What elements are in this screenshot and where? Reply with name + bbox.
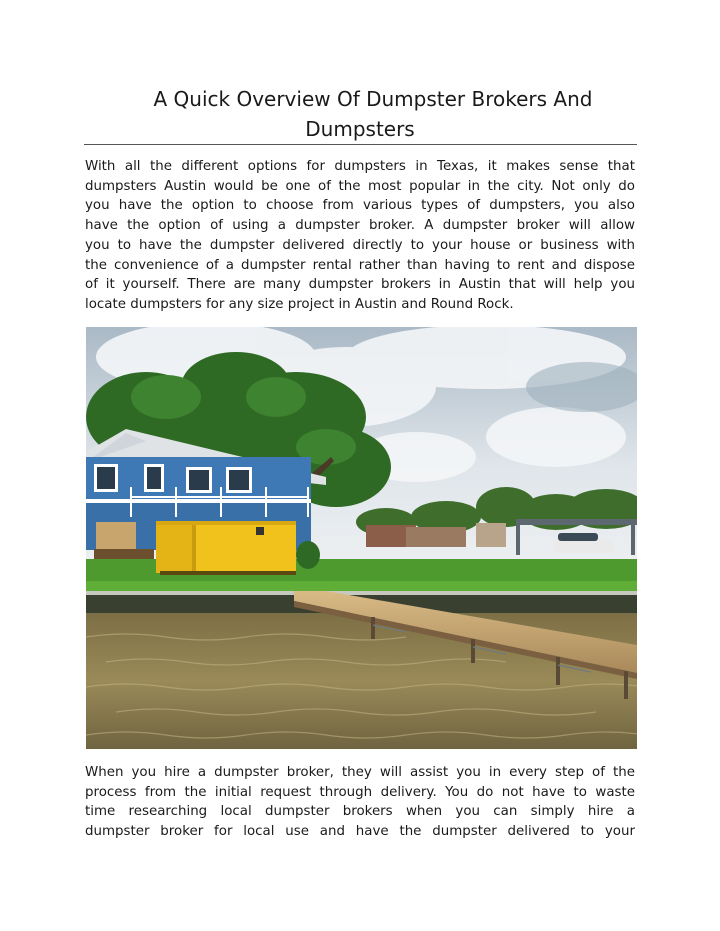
paragraph-line: dumpsters Austin would be one of the most popular in the city. Not only do	[85, 178, 635, 194]
paragraph-line: dumpster broker for local use and have the dumpster delivered to your	[85, 824, 635, 840]
paragraph-line: the convenience of a dumpster rental rather than having to rent and dispose	[85, 257, 635, 273]
title-line-2: Dumpsters	[305, 117, 415, 141]
paragraph-line: of it yourself. There are many dumpster brokers in Austin that will help you	[85, 277, 635, 293]
paragraph-2	[85, 763, 635, 842]
title-line-1: A Quick Overview Of Dumpster Brokers And	[153, 87, 593, 111]
paragraph-line: time researching local dumpster brokers when you can simply hire a	[85, 804, 635, 820]
paragraph-line: have the option of using a dumpster broker. A dumpster broker will allow	[85, 218, 635, 234]
title-divider	[84, 144, 637, 145]
paragraph-line: locate dumpsters for any size project in Austin and Round Rock.	[85, 296, 514, 312]
yellow-dumpster	[156, 521, 296, 575]
lake-house-photo	[86, 327, 637, 749]
paragraph-line: you have the option to choose from various types of dumpsters, you also	[85, 198, 635, 214]
paragraph-line: With all the different options for dumpsters in Texas, it makes sense that	[85, 159, 635, 174]
paragraph-line: you to have the dumpster delivered directly to your house or business with	[85, 237, 635, 253]
paragraph-line: process from the initial request through delivery. You do not have to waste	[85, 784, 635, 800]
page-title	[84, 84, 636, 144]
paragraph-1	[85, 157, 635, 315]
paragraph-line: When you hire a dumpster broker, they will assist you in every step of the	[85, 765, 635, 780]
